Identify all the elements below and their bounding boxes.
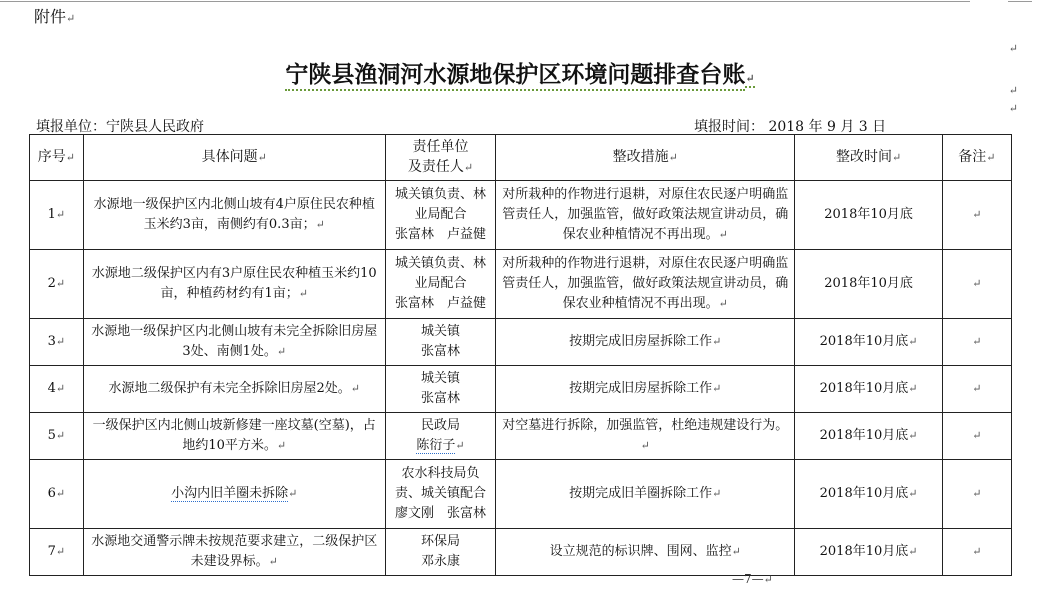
page-top-border (0, 1, 970, 2)
cell-responsible: 城关镇负责、林业局配合 张富林 卢益健 (385, 250, 495, 319)
table-header-row (30, 135, 1012, 181)
header-remark: 备注↵ (942, 135, 1011, 181)
reporting-time: 填报时间： 2018 年 9 月 3 日 (694, 119, 887, 135)
header-responsible: 责任单位 及责任人↵ (385, 135, 495, 181)
cell-responsible: 民政局 陈衍子↵ (385, 413, 495, 460)
attachment-label: 附件↵ (34, 7, 76, 26)
cell-measure: 设立规范的标识牌、围网、监控↵ (496, 529, 795, 576)
page-top-border-right (1008, 1, 1032, 2)
cell-responsible: 城关镇 张富林 (385, 319, 495, 366)
cell-remark: ↵ (942, 460, 1011, 529)
cell-measure: 对所栽种的作物进行退耕，对原住农民逐户明确监管责任人，加强监管，做好政策法规宣讲动员，确保农业种植情况不再出现。↵ (496, 181, 795, 250)
table-row (30, 413, 1012, 460)
document-title: 宁陕县渔洞河水源地保护区环境问题排查台账↵ (0, 56, 1040, 89)
cell-time: 2018年10月底↵ (795, 460, 943, 529)
header-no: 序号↵ (30, 135, 84, 181)
cell-time: 2018年10月底 (795, 181, 943, 250)
cell-no: 6↵ (30, 460, 84, 529)
reporting-unit: 填报单位：宁陕县人民政府 (36, 119, 204, 135)
header-issue: 具体问题↵ (83, 135, 385, 181)
cell-no: 1↵ (30, 181, 84, 250)
cell-issue: 水源地交通警示牌未按规范要求建立，二级保护区未建设界标。↵ (83, 529, 385, 576)
cell-responsible: 城关镇 张富林 (385, 366, 495, 413)
cell-issue: 一级保护区内北侧山坡新修建一座坟墓(空墓)，占地约10平方米。↵ (83, 413, 385, 460)
cell-time: 2018年10月底↵ (795, 529, 943, 576)
cell-issue: 水源地二级保护区内有3户原住民农种植玉米约10亩，种植药材约有1亩；↵ (83, 250, 385, 319)
cell-issue: 水源地二级保护有未完全拆除旧房屋2处。↵ (83, 366, 385, 413)
table-row (30, 319, 1012, 366)
cell-responsible: 城关镇负责、林业局配合 张富林 卢益健 (385, 181, 495, 250)
cell-time: 2018年10月底↵ (795, 413, 943, 460)
issue-ledger-table (29, 134, 1012, 576)
cell-remark: ↵ (942, 413, 1011, 460)
paragraph-mark: ↵ (1008, 102, 1018, 115)
cell-remark: ↵ (942, 529, 1011, 576)
cell-no: 3↵ (30, 319, 84, 366)
table-row (30, 366, 1012, 413)
table-row (30, 250, 1012, 319)
cell-no: 5↵ (30, 413, 84, 460)
cell-no: 7↵ (30, 529, 84, 576)
cell-issue: 水源地一级保护区内北侧山坡有未完全拆除旧房屋3处、南侧1处。↵ (83, 319, 385, 366)
cell-no: 4↵ (30, 366, 84, 413)
table-row (30, 181, 1012, 250)
cell-time: 2018年10月底↵ (795, 319, 943, 366)
header-measure: 整改措施↵ (496, 135, 795, 181)
cell-measure: 对所栽种的作物进行退耕，对原住农民逐户明确监管责任人，加强监管，做好政策法规宣讲动员，确保农业种植情况不再出现。↵ (496, 250, 795, 319)
cell-responsible: 环保局 邓永康 (385, 529, 495, 576)
cell-remark: ↵ (942, 250, 1011, 319)
cell-issue: 水源地一级保护区内北侧山坡有4户原住民农种植玉米约3亩，南侧约有0.3亩；↵ (83, 181, 385, 250)
cell-issue: 小沟内旧羊圈未拆除↵ (83, 460, 385, 529)
page-number: —7—↵ (732, 572, 773, 586)
table-row (30, 529, 1012, 576)
cell-remark: ↵ (942, 366, 1011, 413)
cell-responsible: 农水科技局负责、城关镇配合 廖文刚 张富林 (385, 460, 495, 529)
cell-remark: ↵ (942, 319, 1011, 366)
paragraph-mark: ↵ (1008, 84, 1018, 97)
cell-measure: 按期完成旧羊圈拆除工作↵ (496, 460, 795, 529)
cell-time: 2018年10月底↵ (795, 366, 943, 413)
table-row (30, 460, 1012, 529)
cell-time: 2018年10月底 (795, 250, 943, 319)
cell-measure: 按期完成旧房屋拆除工作↵ (496, 319, 795, 366)
cell-measure: 按期完成旧房屋拆除工作↵ (496, 366, 795, 413)
cell-remark: ↵ (942, 181, 1011, 250)
cell-measure: 对空墓进行拆除，加强监管，杜绝违规建设行为。↵ (496, 413, 795, 460)
header-time: 整改时间↵ (795, 135, 943, 181)
paragraph-mark: ↵ (1008, 42, 1018, 55)
cell-no: 2↵ (30, 250, 84, 319)
